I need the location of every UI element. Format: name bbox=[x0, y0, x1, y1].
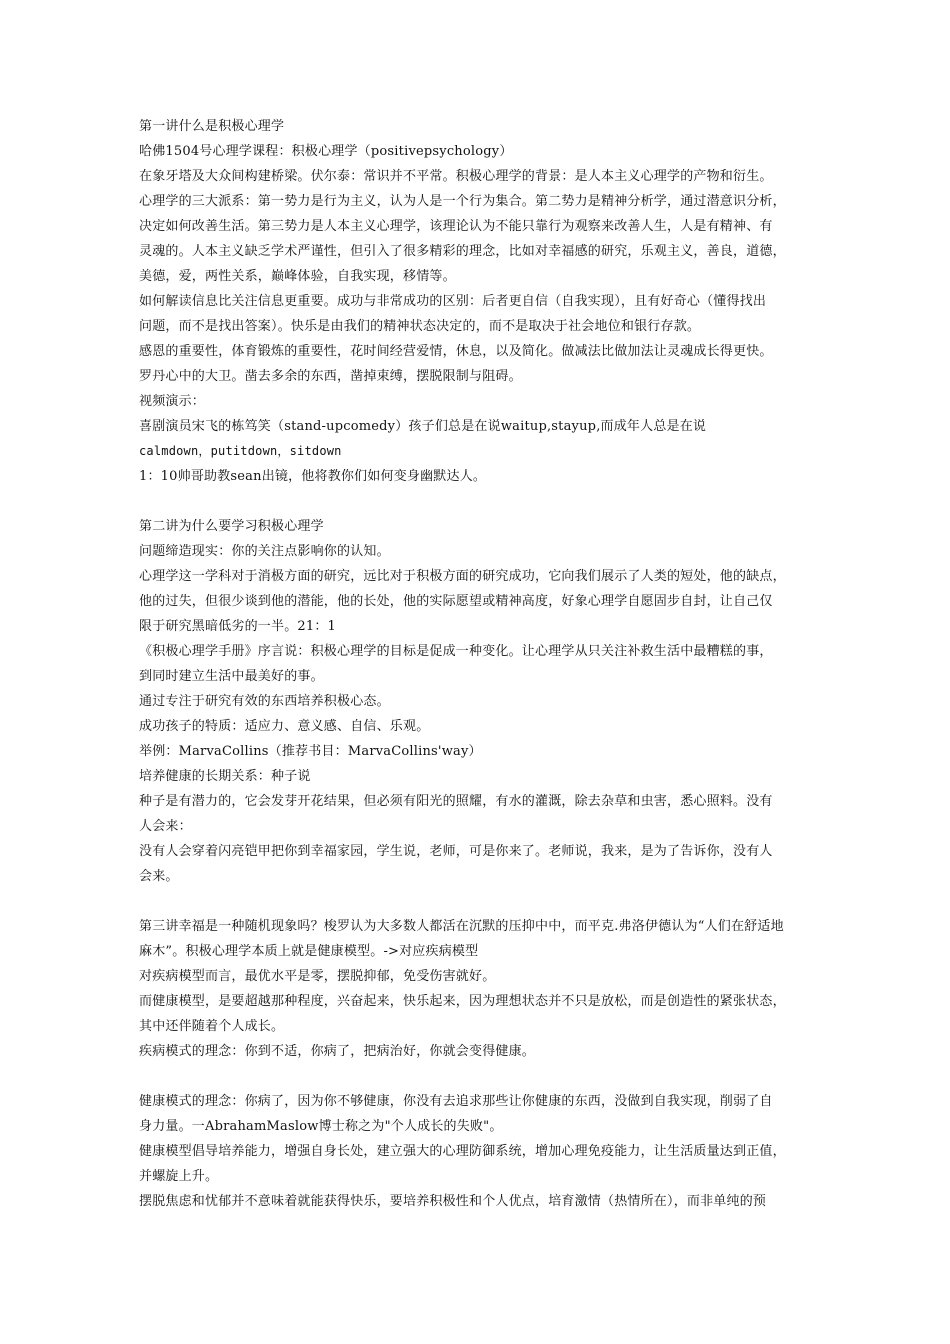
text-line: 培养健康的长期关系：种子说 bbox=[139, 769, 311, 784]
lecture-3-title: 第三讲幸福是一种随机现象吗？梭罗认为大多数人都活在沉默的压抑中中，而平克.弗洛伊德认为“人们在舒适地 bbox=[139, 919, 784, 934]
text-line: 如何解读信息比关注信息更重要。成功与非常成功的区别：后者更自信（自我实现），且有好奇心（懂得找出 bbox=[139, 294, 767, 309]
text-line: 而健康模型，是要超越那种程度，兴奋起来，快乐起来，因为理想状态并不只是放松，而是创造性的紧张状态， bbox=[139, 994, 786, 1009]
text-line: 感恩的重要性，体育锻炼的重要性，花时间经营爱情，休息，以及简化。做减法比做加法让灵魂成长得更快。 bbox=[139, 344, 773, 359]
text-line: 喜剧演员宋飞的栋笃笑（stand-upcomedy）孩子们总是在说waitup,stayup,而成年人总是在说 bbox=[139, 419, 707, 434]
text-line: 到同时建立生活中最美好的事。 bbox=[139, 669, 324, 684]
text-line: 身力量。一AbrahamMaslow博士称之为"个人成长的失败"。 bbox=[139, 1119, 503, 1134]
text-line: 人会来： bbox=[139, 819, 192, 834]
text-line: 心理学这一学科对于消极方面的研究，远比对于积极方面的研究成功，它向我们展示了人类的短处，他的缺点， bbox=[139, 569, 786, 584]
text-line: 他的过失，但很少谈到他的潜能，他的长处，他的实际愿望或精神高度，好象心理学自愿固步自封，让自己仅 bbox=[139, 594, 773, 609]
text-line: 视频演示： bbox=[139, 394, 206, 409]
paragraph-gap bbox=[139, 889, 821, 914]
text-line: 1：10帅哥助教sean出镜，他将教你们如何变身幽默达人。 bbox=[139, 469, 487, 484]
lecture-2-title: 第二讲为什么要学习积极心理学 bbox=[139, 519, 324, 534]
text-line: 摆脱焦虑和忧郁并不意味着就能获得快乐，要培养积极性和个人优点，培育激情（热情所在），而非单纯的预 bbox=[139, 1194, 767, 1209]
lecture-1-title: 第一讲什么是积极心理学 bbox=[139, 119, 285, 134]
document-page bbox=[139, 114, 821, 1214]
text-line: 没有人会穿着闪亮铠甲把你到幸福家园，学生说，老师，可是你来了。老师说，我来，是为了告诉你，没有人 bbox=[139, 844, 773, 859]
text-line: 问题缔造现实：你的关注点影响你的认知。 bbox=[139, 544, 390, 559]
text-line: 种子是有潜力的，它会发芽开花结果，但必须有阳光的照耀，有水的灌溉，除去杂草和虫害，悉心照料。没有 bbox=[139, 794, 773, 809]
text-line: 罗丹心中的大卫。凿去多余的东西，凿掉束缚，摆脱限制与阻碍。 bbox=[139, 369, 522, 384]
text-line: 决定如何改善生活。第三势力是人本主义心理学，该理论认为不能只靠行为观察来改善人生，人是有精神、有 bbox=[139, 219, 773, 234]
text-line: 疾病模式的理念：你到不适，你病了，把病治好，你就会变得健康。 bbox=[139, 1044, 536, 1059]
paragraph-gap bbox=[139, 489, 821, 514]
text-line: 灵魂的。人本主义缺乏学术严谨性，但引入了很多精彩的理念，比如对幸福感的研究，乐观主义，善良，道德， bbox=[139, 244, 786, 259]
text-line: 美德，爱，两性关系，巅峰体验，自我实现，移情等。 bbox=[139, 269, 456, 284]
text-line: 其中还伴随着个人成长。 bbox=[139, 1019, 285, 1034]
text-line: 会来。 bbox=[139, 869, 179, 884]
text-line: calmdown，putitdown，sitdown bbox=[139, 444, 342, 458]
text-line: 《积极心理学手册》序言说：积极心理学的目标是促成一种变化。让心理学从只关注补救生活中最糟糕的事， bbox=[139, 644, 773, 659]
text-line: 对疾病模型而言，最优水平是零，摆脱抑郁，免受伤害就好。 bbox=[139, 969, 496, 984]
text-line: 成功孩子的特质：适应力、意义感、自信、乐观。 bbox=[139, 719, 430, 734]
paragraph-gap bbox=[139, 1064, 821, 1089]
text-line: 健康模式的理念：你病了，因为你不够健康，你没有去追求那些让你健康的东西，没做到自我实现，削弱了自 bbox=[139, 1094, 773, 1109]
text-line: 心理学的三大派系：第一势力是行为主义，认为人是一个行为集合。第二势力是精神分析学，通过潜意识分析， bbox=[139, 194, 786, 209]
text-line: 麻木”。积极心理学本质上就是健康模型。->对应疾病模型 bbox=[139, 944, 479, 959]
text-line: 通过专注于研究有效的东西培养积极心态。 bbox=[139, 694, 390, 709]
text-line: 哈佛1504号心理学课程：积极心理学（positivepsychology） bbox=[139, 144, 513, 159]
text-line: 并螺旋上升。 bbox=[139, 1169, 219, 1184]
text-line: 问题，而不是找出答案）。快乐是由我们的精神状态决定的，而不是取决于社会地位和银行存款。 bbox=[139, 319, 701, 334]
text-line: 健康模型倡导培养能力，增强自身长处，建立强大的心理防御系统，增加心理免疫能力，让生活质量达到正值， bbox=[139, 1144, 786, 1159]
text-line: 在象牙塔及大众间构建桥梁。伏尔泰：常识并不平常。积极心理学的背景：是人本主义心理学的产物和衍生。 bbox=[139, 169, 773, 184]
text-line: 限于研究黑暗低劣的一半。21：1 bbox=[139, 619, 337, 634]
text-line: 举例：MarvaCollins（推荐书目：MarvaCollins'way） bbox=[139, 744, 482, 759]
